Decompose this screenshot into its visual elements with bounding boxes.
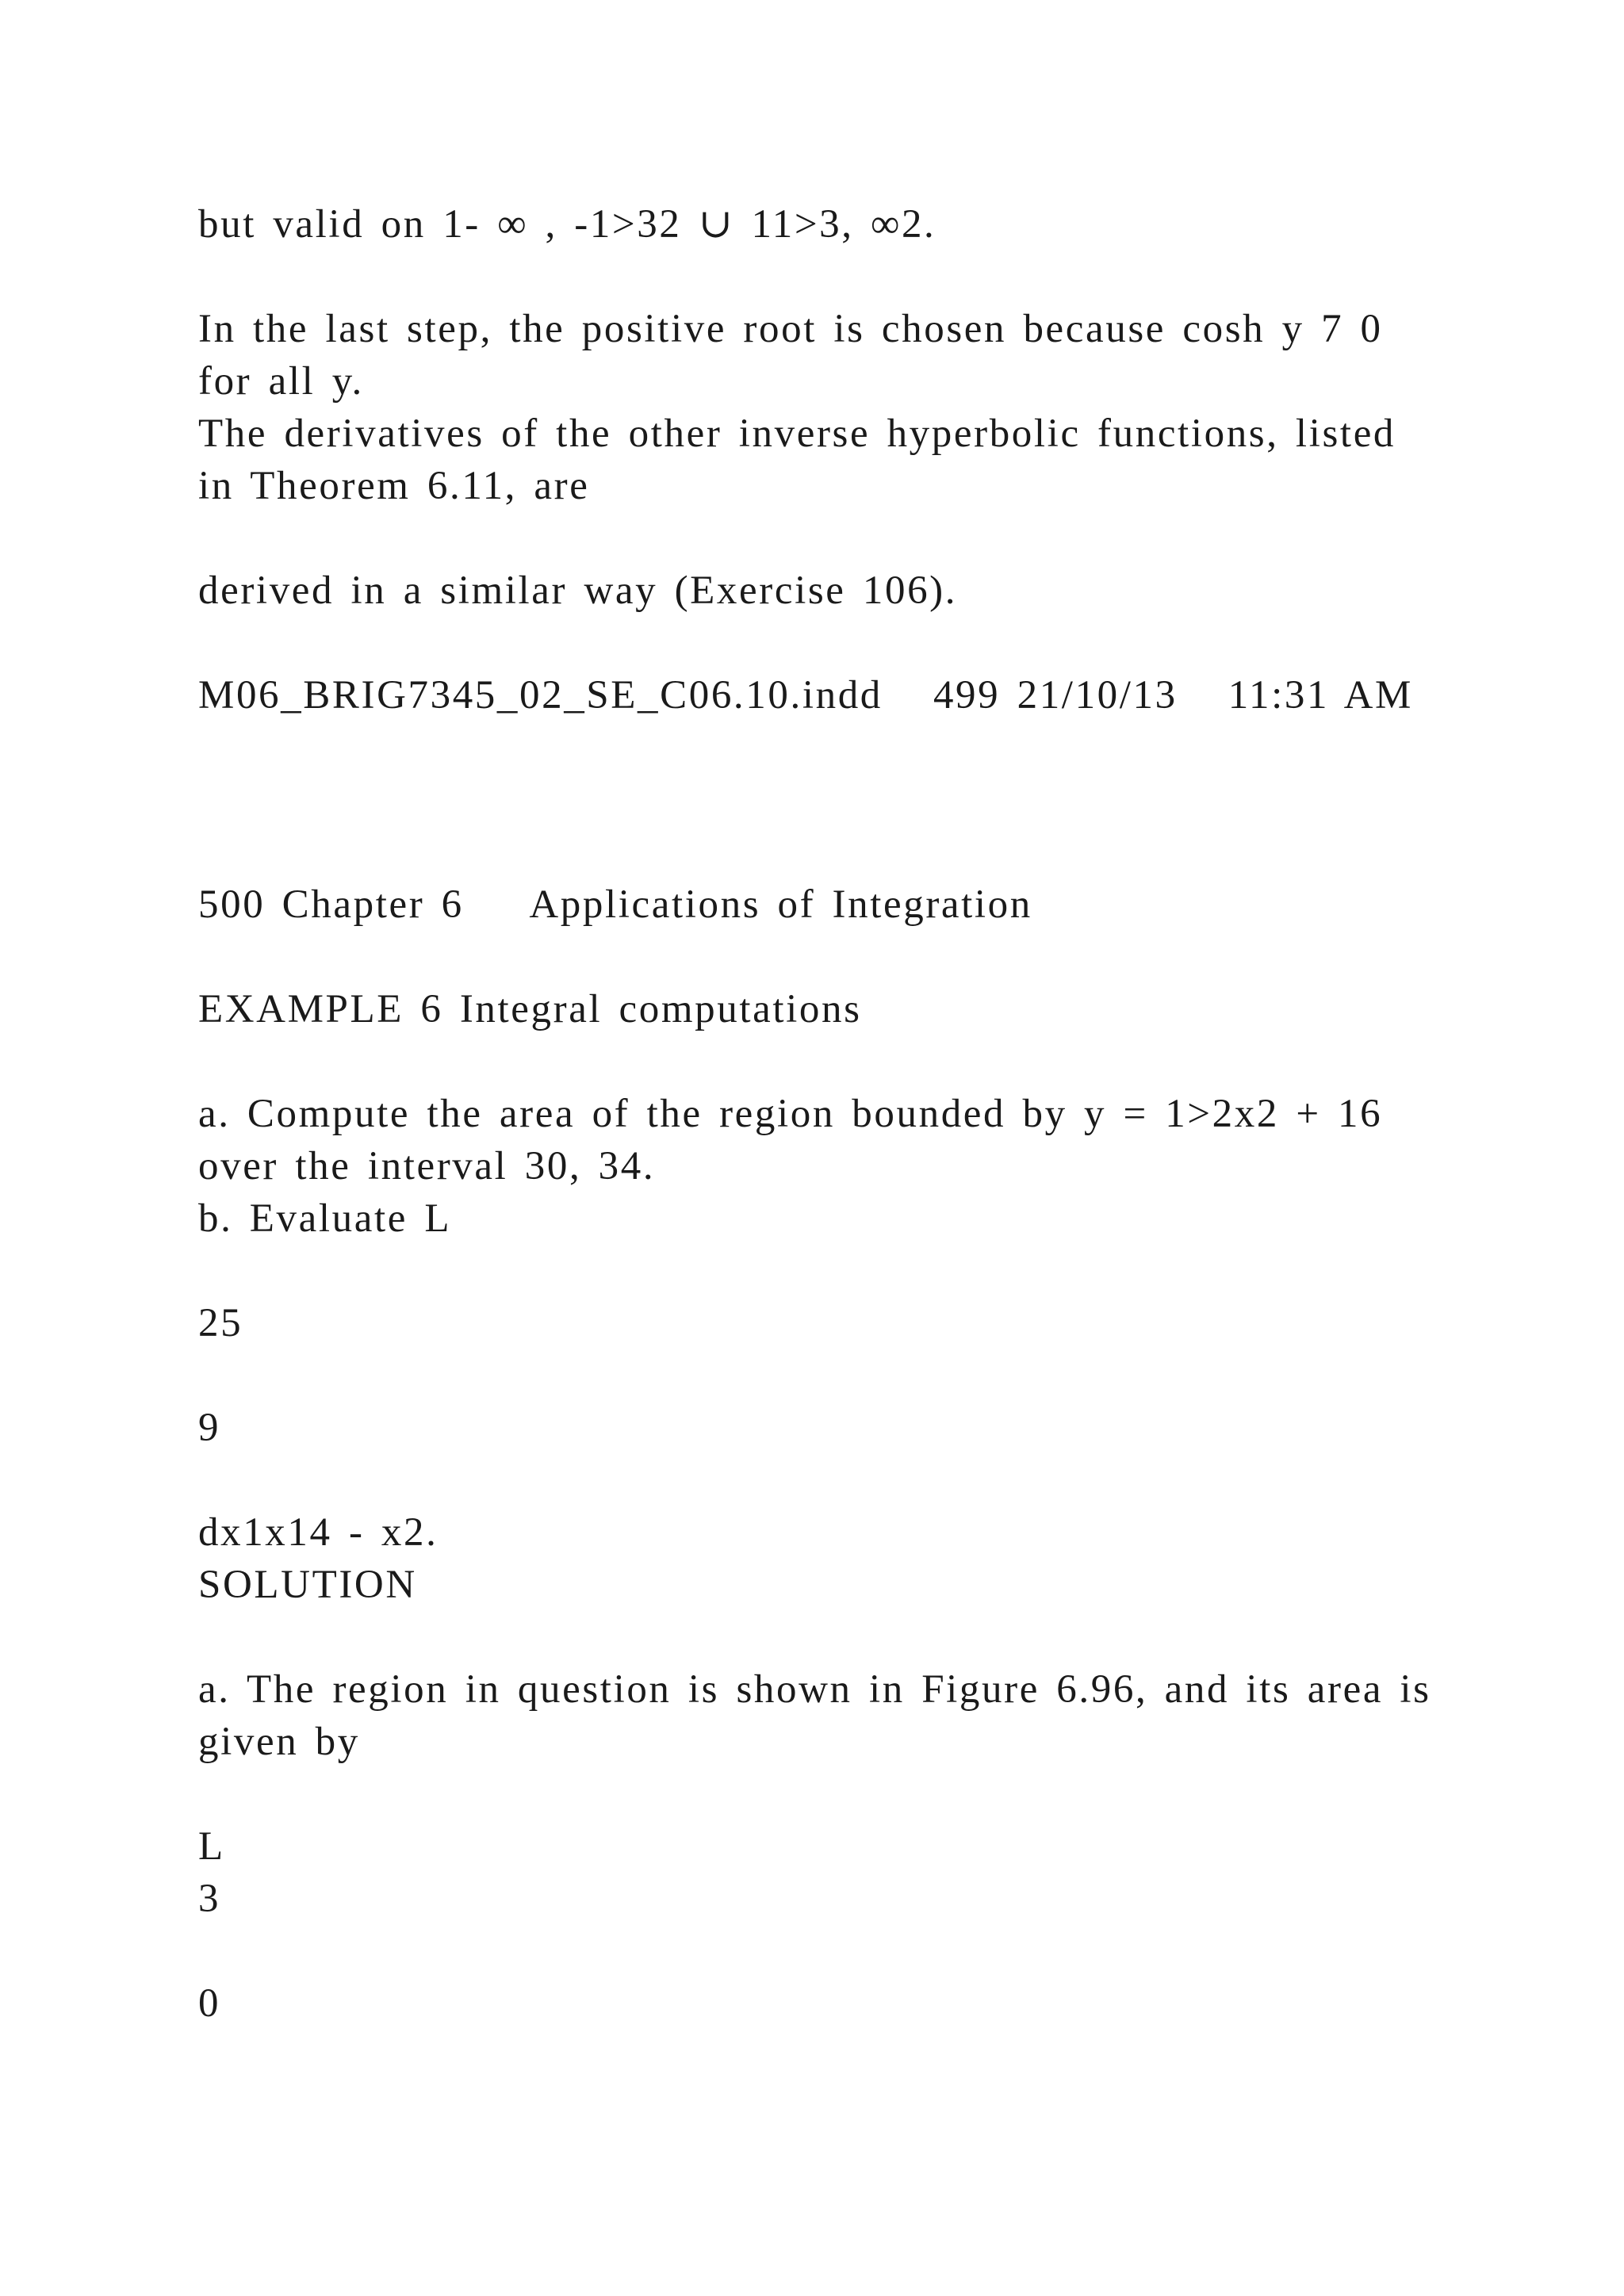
file-footer-slug: M06_BRIG7345_02_SE_C06.10.indd 499 21/10/13 11:31 AM: [198, 673, 1413, 718]
integral-lower-bound: 0: [198, 1981, 221, 2026]
example-heading: EXAMPLE 6 Integral computations: [198, 987, 862, 1031]
text-line-given-by: given by: [198, 1720, 360, 1764]
solution-heading: SOLUTION: [198, 1563, 417, 1607]
text-line-solution-a: a. The region in question is shown in Figure 6.96, and its area is: [198, 1667, 1431, 1712]
integral-lower-limit: 9: [198, 1406, 221, 1450]
text-line-interval: over the interval 30, 34.: [198, 1144, 656, 1188]
text-line-part-b-question: b. Evaluate L: [198, 1196, 452, 1241]
text-line-integrand: dx1x14 - x2.: [198, 1510, 439, 1555]
text-line-theorem: in Theorem 6.11, are: [198, 464, 590, 508]
integral-upper-limit: 25: [198, 1301, 243, 1345]
text-line-derivatives: The derivatives of the other inverse hyperbolic functions, listed: [198, 411, 1396, 456]
text-line-part-a-question: a. Compute the area of the region bounded by y = 1>2x2 + 16: [198, 1092, 1383, 1136]
text-line-for-all-y: for all y.: [198, 359, 364, 404]
integral-upper-bound: 3: [198, 1877, 221, 1921]
text-line-exercise: derived in a similar way (Exercise 106).: [198, 568, 958, 613]
page-running-header: 500 Chapter 6 Applications of Integration: [198, 882, 1032, 927]
text-line-valid-interval: but valid on 1- ∞ , -1>32 ∪ 11>3, ∞2.: [198, 202, 936, 247]
text-line-positive-root: In the last step, the positive root is chosen because cosh y 7 0: [198, 307, 1383, 351]
integral-sign: L: [198, 1824, 225, 1869]
